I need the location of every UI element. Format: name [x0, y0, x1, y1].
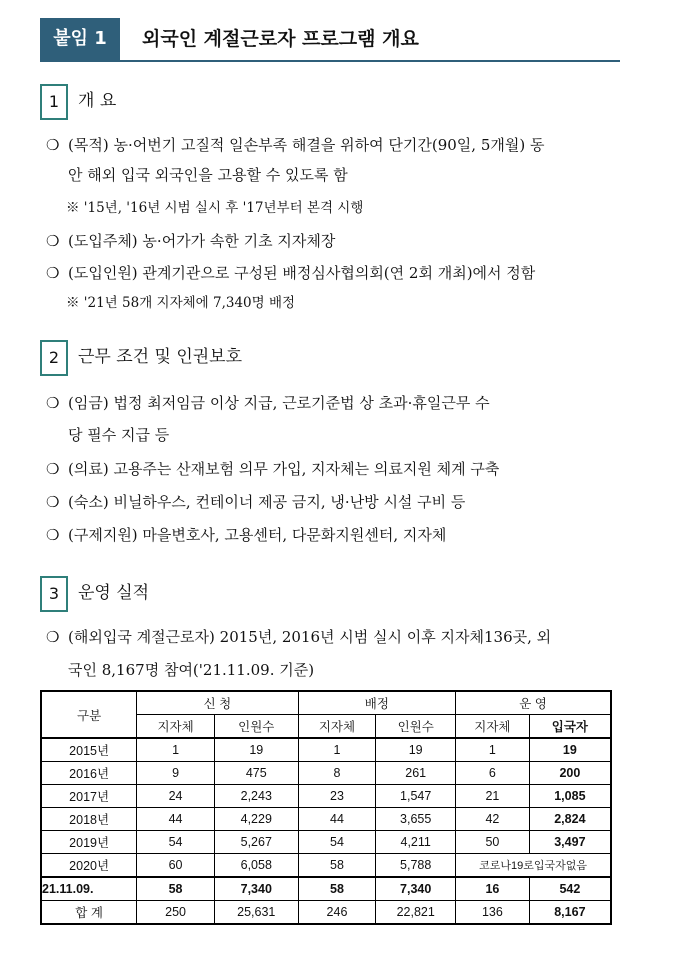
table-cell: 58: [137, 877, 215, 901]
table-cell: 1: [137, 738, 215, 762]
table-cell: 2016년: [41, 762, 137, 785]
section-number: 1: [40, 84, 68, 120]
table-row: [41, 785, 611, 808]
circle-bullet-icon: ❍: [46, 394, 60, 412]
table-cell: 2,243: [214, 785, 298, 808]
table-cell: 19: [214, 738, 298, 762]
list-item: ❍ (해외입국 계절근로자) 2015년, 2016년 시범 실시 이후 지자체136곳, 외: [46, 628, 552, 646]
table-cell: 42: [456, 808, 530, 831]
table-cell: 3,655: [376, 808, 456, 831]
table-total-row: [41, 901, 611, 925]
table-cell: 246: [298, 901, 376, 925]
circle-bullet-icon: ❍: [46, 628, 60, 646]
table-cell: 합 계: [41, 901, 137, 925]
list-item-continuation: 국인 8,167명 참여('21.11.09. 기준): [68, 661, 315, 679]
table-cell: 1,547: [376, 785, 456, 808]
table-cell: 2019년: [41, 831, 137, 854]
header-cell: 운 영: [456, 691, 611, 715]
table-cell: 60: [137, 854, 215, 878]
list-item-continuation: 당 필수 지급 등: [68, 426, 170, 444]
table-cell: 22,821: [376, 901, 456, 925]
table-cell: 25,631: [214, 901, 298, 925]
table-cell: 4,211: [376, 831, 456, 854]
header-cell: 구분: [41, 691, 137, 738]
list-item: ❍ (도입인원) 관계기관으로 구성된 배정심사협의회(연 2회 개최)에서 정함: [46, 264, 536, 282]
table-cell: 5,788: [376, 854, 456, 878]
table-cell: 136: [456, 901, 530, 925]
table-cell: 58: [298, 877, 376, 901]
title-bar: [40, 18, 620, 62]
table-cell: 54: [137, 831, 215, 854]
table-cell: 16: [456, 877, 530, 901]
section-label: 운영 실적: [78, 583, 150, 603]
table-cell: 475: [214, 762, 298, 785]
table-cell: 23: [298, 785, 376, 808]
table-cell: 44: [137, 808, 215, 831]
table-cell: 19: [376, 738, 456, 762]
subheader-cell: 입국자: [529, 715, 611, 739]
subheader-cell: 지자체: [456, 715, 530, 739]
section-number: 3: [40, 576, 68, 612]
section-number: 2: [40, 340, 68, 376]
note: ※ '21년 58개 지자체에 7,340명 배정: [66, 295, 296, 311]
subheader-cell: 인원수: [214, 715, 298, 739]
section-label: 개 요: [78, 91, 117, 111]
table-row: [41, 854, 611, 878]
table-cell: 8,167: [529, 901, 611, 925]
circle-bullet-icon: ❍: [46, 232, 60, 250]
table-cell-note: 코로나19로입국자없음: [456, 854, 611, 878]
table-cell: 542: [529, 877, 611, 901]
attachment-tag: 붙임 1: [40, 18, 120, 60]
table-cell: 2018년: [41, 808, 137, 831]
subheader-cell: 지자체: [298, 715, 376, 739]
table-cell: 8: [298, 762, 376, 785]
page-title: 외국인 계절근로자 프로그램 개요: [142, 28, 419, 50]
table-cell: 6,058: [214, 854, 298, 878]
table-row-current: [41, 877, 611, 901]
table-cell: 2,824: [529, 808, 611, 831]
circle-bullet-icon: ❍: [46, 460, 60, 478]
note: ※ '15년, '16년 시범 실시 후 '17년부터 본격 시행: [66, 200, 364, 216]
table-cell: 54: [298, 831, 376, 854]
table-cell: 50: [456, 831, 530, 854]
list-item-continuation: 안 해외 입국 외국인을 고용할 수 있도록 함: [68, 166, 348, 184]
table-cell: 2015년: [41, 738, 137, 762]
table-cell: 250: [137, 901, 215, 925]
table-header-row: [41, 691, 611, 715]
table-cell: 21.11.09.: [41, 877, 137, 901]
header-cell: 신 청: [137, 691, 298, 715]
circle-bullet-icon: ❍: [46, 493, 60, 511]
operations-table: [40, 690, 612, 925]
table-cell: 7,340: [214, 877, 298, 901]
circle-bullet-icon: ❍: [46, 264, 60, 282]
circle-bullet-icon: ❍: [46, 136, 60, 154]
list-item: ❍ (목적) 농·어번기 고질적 일손부족 해결을 위하여 단기간(90일, 5개월) 동: [46, 136, 545, 154]
subheader-cell: 지자체: [137, 715, 215, 739]
table-cell: 7,340: [376, 877, 456, 901]
circle-bullet-icon: ❍: [46, 526, 60, 544]
table-cell: 2017년: [41, 785, 137, 808]
list-item: ❍ (임금) 법정 최저임금 이상 지급, 근로기준법 상 초과·휴일근무 수: [46, 394, 490, 412]
section-label: 근무 조건 및 인권보호: [78, 347, 243, 367]
table-cell: 44: [298, 808, 376, 831]
list-item: ❍ (숙소) 비닐하우스, 컨테이너 제공 금지, 냉·난방 시설 구비 등: [46, 493, 466, 511]
table-cell: 2020년: [41, 854, 137, 878]
table-row: [41, 808, 611, 831]
table-row: [41, 762, 611, 785]
table-cell: 3,497: [529, 831, 611, 854]
table-cell: 9: [137, 762, 215, 785]
table-cell: 5,267: [214, 831, 298, 854]
subheader-cell: 인원수: [376, 715, 456, 739]
table-cell: 1,085: [529, 785, 611, 808]
list-item: ❍ (의료) 고용주는 산재보험 의무 가입, 지자체는 의료지원 체계 구축: [46, 460, 500, 478]
table-row: [41, 738, 611, 762]
list-item: ❍ (도입주체) 농·어가가 속한 기초 지자체장: [46, 232, 336, 250]
table-cell: 58: [298, 854, 376, 878]
table-cell: 19: [529, 738, 611, 762]
list-item: ❍ (구제지원) 마을변호사, 고용센터, 다문화지원센터, 지자체: [46, 526, 447, 544]
table-row: [41, 831, 611, 854]
table-cell: 1: [298, 738, 376, 762]
table-cell: 1: [456, 738, 530, 762]
table-cell: 200: [529, 762, 611, 785]
table-cell: 24: [137, 785, 215, 808]
table-cell: 4,229: [214, 808, 298, 831]
table-cell: 261: [376, 762, 456, 785]
table-cell: 21: [456, 785, 530, 808]
header-cell: 배정: [298, 691, 455, 715]
table-cell: 6: [456, 762, 530, 785]
